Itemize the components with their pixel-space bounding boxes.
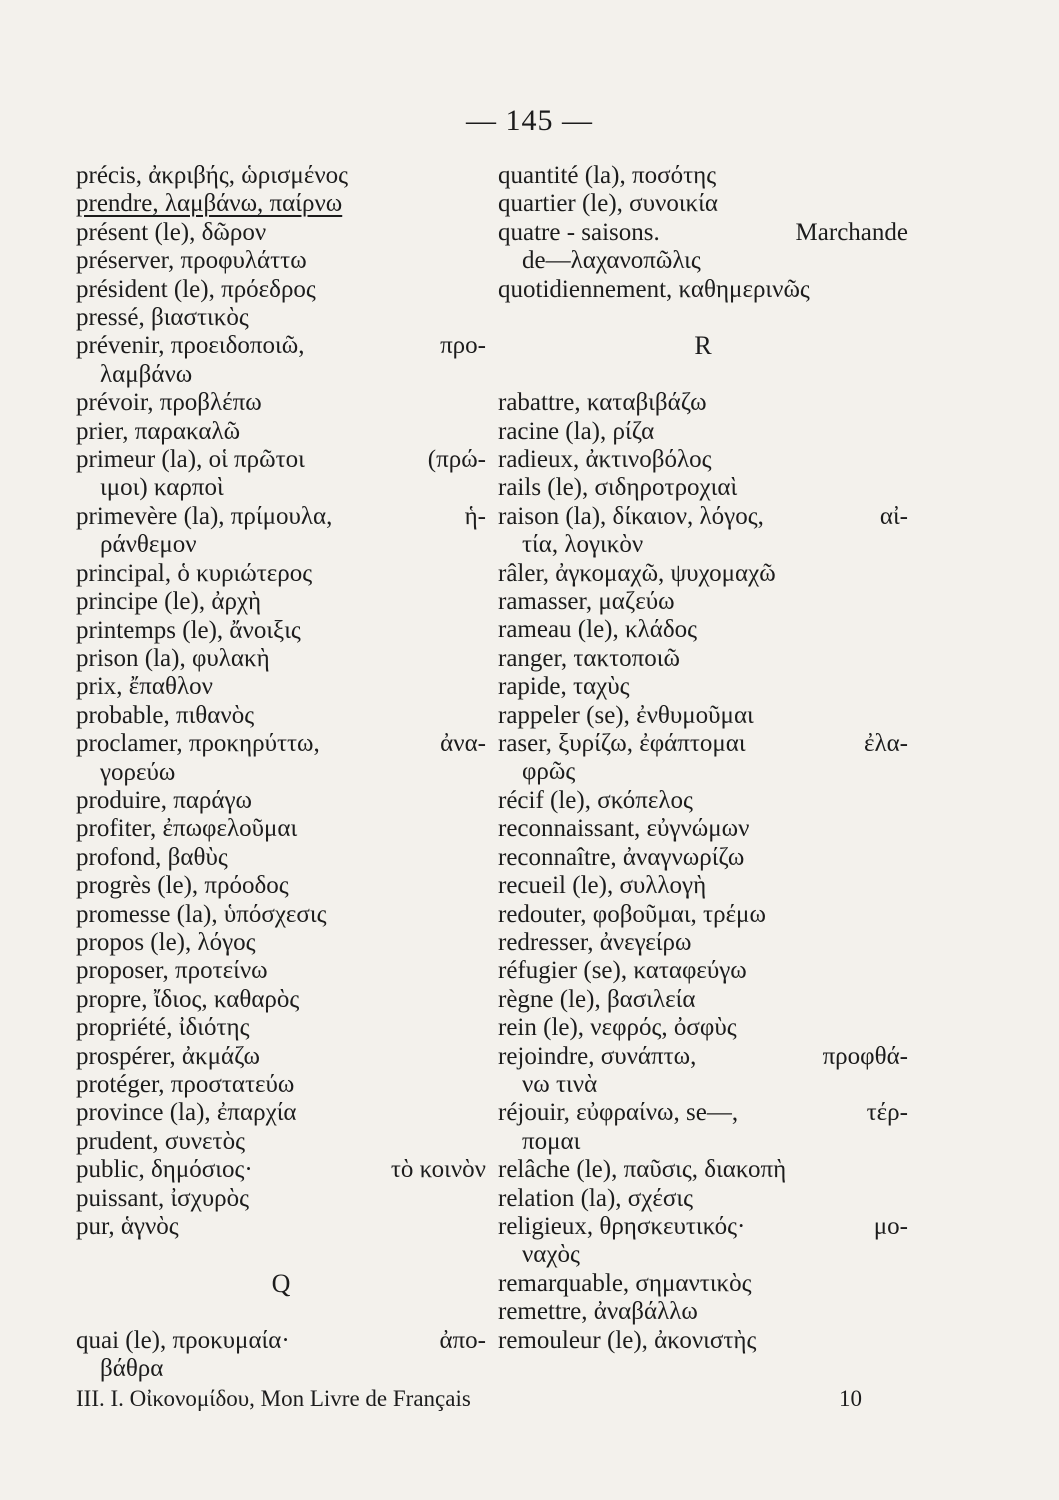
dictionary-entry: [76, 446, 486, 503]
dictionary-entry: [76, 730, 486, 787]
entry-line: [498, 901, 908, 929]
entry-text: principal, ὁ κυριώτερος: [76, 559, 313, 587]
blank-line: [498, 361, 908, 389]
blank-line: [76, 1241, 486, 1269]
page-footer: [76, 1386, 862, 1412]
entry-text-part: προφθά-: [822, 1042, 908, 1070]
entry-line: [76, 332, 486, 360]
dictionary-entry: [498, 844, 908, 872]
entry-line: [76, 929, 486, 957]
entry-text: préserver, προφυλάττω: [76, 247, 307, 275]
dictionary-entry: [498, 560, 908, 588]
dictionary-entry: [76, 1014, 486, 1042]
entry-line: [76, 1043, 486, 1071]
entry-line: [498, 418, 908, 446]
dictionary-entry: [76, 418, 486, 446]
entry-line: [498, 474, 908, 502]
entry-text: règne (le), βασιλεία: [498, 985, 696, 1013]
entry-line: [76, 957, 486, 985]
entry-line: [498, 616, 908, 644]
dictionary-entry: [76, 957, 486, 985]
entry-text: prix, ἔπαθλον: [76, 673, 213, 701]
section-letter-heading: R: [694, 331, 712, 361]
entry-line: [76, 1014, 486, 1042]
entry-text: redouter, φοβοῦμαι, τρέμω: [498, 900, 766, 928]
dictionary-entry: [76, 1156, 486, 1184]
dictionary-entry: [76, 986, 486, 1014]
entry-text: prévoir, προβλέπω: [76, 389, 262, 417]
entry-line: [498, 645, 908, 673]
entry-line: [76, 673, 486, 701]
entry-continuation-line: [76, 361, 486, 389]
entry-line: [76, 446, 486, 474]
entry-line: [76, 730, 486, 758]
entry-line: [498, 446, 908, 474]
entry-text: φρῶς: [522, 758, 576, 786]
entry-text: quantité (la), ποσότης: [498, 162, 717, 189]
entry-text: rameau (le), κλάδος: [498, 616, 697, 644]
entry-text-part: (πρώ-: [427, 446, 486, 474]
dictionary-entry: [498, 418, 908, 446]
entry-text: précis, ἀκριβής, ὡρισμένος: [76, 162, 349, 189]
entry-text: τία, λογικὸν: [522, 531, 644, 559]
entry-text: relâche (le), παῦσις, διακοπὴ: [498, 1156, 787, 1184]
dictionary-entry: [498, 1185, 908, 1213]
entry-line: [498, 276, 908, 304]
dictionary-entry: [498, 673, 908, 701]
dictionary-entry: [498, 1014, 908, 1042]
entry-text: pur, ἁγνὸς: [76, 1213, 179, 1241]
dictionary-entry: [76, 929, 486, 957]
dictionary-entry: [76, 588, 486, 616]
entry-line: [76, 617, 486, 645]
dictionary-entry: [76, 1043, 486, 1071]
entry-line: [498, 1298, 908, 1326]
dictionary-entry: [498, 1043, 908, 1100]
entry-text: ναχὸς: [522, 1241, 580, 1269]
entry-text: probable, πιθανὸς: [76, 701, 255, 729]
entry-text-part: προ-: [440, 332, 486, 360]
entry-text: prison (la), φυλακὴ: [76, 644, 270, 672]
entry-line: [498, 730, 908, 758]
dictionary-entry: [76, 673, 486, 701]
entry-line: [498, 219, 908, 247]
entry-text: présent (le), δῶρον: [76, 218, 267, 246]
dictionary-entry: [76, 872, 486, 900]
entry-text: prier, παρακαλῶ: [76, 417, 241, 445]
entry-text: radieux, ἀκτινοβόλος: [498, 446, 712, 474]
entry-text-part: ἐλα-: [863, 730, 908, 758]
entry-line: [76, 190, 486, 218]
entry-text: prudent, συνετὸς: [76, 1127, 245, 1155]
entry-text-part: prévenir, προειδοποιῶ,: [76, 332, 305, 360]
entry-text-part: ἀπο-: [439, 1326, 486, 1354]
entry-line: [498, 1213, 908, 1241]
dictionary-entry: [498, 901, 908, 929]
entry-text: propre, ἴδιος, καθαρὸς: [76, 985, 300, 1013]
entry-text: λαμβάνω: [100, 360, 193, 388]
dictionary-entry: [76, 1071, 486, 1099]
entry-text: principe (le), ἀρχὴ: [76, 588, 262, 616]
dictionary-entry: [76, 815, 486, 843]
entry-line: [498, 815, 908, 843]
entry-continuation-line: [76, 474, 486, 502]
dictionary-entry: [76, 162, 486, 190]
dictionary-entry: [76, 389, 486, 417]
entry-line: [76, 1213, 486, 1241]
entry-text-part: quai (le), προκυμαία·: [76, 1326, 290, 1354]
entry-line: [76, 560, 486, 588]
page-number: — 145 —: [466, 104, 593, 137]
dictionary-entry: [498, 616, 908, 644]
section-letter-heading: Q: [271, 1268, 291, 1298]
entry-line: [76, 815, 486, 843]
entry-text: rails (le), σιδηροτροχιαὶ: [498, 474, 738, 502]
dictionary-entry: [498, 815, 908, 843]
dictionary-entry: [498, 1156, 908, 1184]
entry-line: [498, 1327, 908, 1355]
entry-text-part: Marchande: [795, 218, 908, 246]
dictionary-entry: [498, 588, 908, 616]
entry-text: νω τινὰ: [522, 1070, 598, 1098]
dictionary-entry: [76, 1213, 486, 1241]
entry-continuation-line: [76, 1355, 486, 1383]
dictionary-entry: [498, 730, 908, 787]
entry-text: pressé, βιαστικὸς: [76, 304, 249, 332]
entry-text: ράνθεμον: [100, 531, 197, 559]
dictionary-entry: [498, 1270, 908, 1298]
entry-line: [498, 588, 908, 616]
entry-text-part: primeur (la), οἱ πρῶτοι: [76, 446, 305, 474]
entry-line: [498, 702, 908, 730]
entry-line: [76, 645, 486, 673]
entry-text-part: rejoindre, συνάπτω,: [498, 1042, 697, 1070]
entry-text: rein (le), νεφρός, ὀσφὺς: [498, 1014, 737, 1042]
entry-line: [498, 1014, 908, 1042]
entry-text-part: raser, ξυρίζω, ἐφάπτομαι: [498, 730, 746, 758]
entry-line: [498, 787, 908, 815]
entry-text: président (le), πρόεδρος: [76, 275, 316, 303]
dictionary-entry: [76, 304, 486, 332]
entry-text: protéger, προστατεύω: [76, 1071, 295, 1098]
footer-book-title: ΙΙΙ. Ι. Οἰκονομίδου, Mon Livre de Français: [76, 1386, 471, 1411]
dictionary-entry: [76, 1185, 486, 1213]
entry-continuation-line: [498, 247, 908, 275]
dictionary-entry: [76, 645, 486, 673]
dictionary-entry: [76, 219, 486, 247]
dictionary-entry: [76, 247, 486, 275]
entry-line: [76, 1185, 486, 1213]
dictionary-entry: [498, 503, 908, 560]
dictionary-entry: [76, 190, 486, 218]
entry-text: de—λαχανοπῶλις: [522, 247, 701, 275]
entry-line: [498, 872, 908, 900]
dictionary-entry: [76, 1327, 486, 1384]
entry-text: propos (le), λόγος: [76, 928, 256, 956]
entry-continuation-line: [76, 531, 486, 559]
dictionary-entry: [498, 986, 908, 1014]
dictionary-entry: [498, 702, 908, 730]
dictionary-entry: [498, 190, 908, 218]
dictionary-entry: [498, 1213, 908, 1270]
entry-line: [76, 503, 486, 531]
entry-line: [498, 190, 908, 218]
entry-line: [76, 1156, 486, 1184]
dictionary-entry: [76, 276, 486, 304]
entry-text: racine (la), ρίζα: [498, 417, 655, 445]
entry-line: [76, 986, 486, 1014]
entry-text: remouleur (le), ἀκονιστὴς: [498, 1326, 757, 1354]
entry-line: [498, 673, 908, 701]
entry-text: réfugier (se), καταφεύγω: [498, 957, 747, 985]
entry-continuation-line: [498, 1071, 908, 1099]
dictionary-entry: [498, 787, 908, 815]
dictionary-entry: [498, 1298, 908, 1326]
entry-line: [498, 844, 908, 872]
dictionary-entry: [498, 1327, 908, 1355]
entry-text: ιμοι) καρποὶ: [100, 474, 224, 502]
entry-line: [76, 247, 486, 275]
entry-line: [76, 588, 486, 616]
entry-text: rabattre, καταβιβάζω: [498, 389, 707, 417]
dictionary-entry: [498, 389, 908, 417]
entry-line: [76, 1128, 486, 1156]
entry-text: profond, βαθὺς: [76, 843, 228, 871]
entry-text: râler, ἀγκομαχῶ, ψυχομαχῶ: [498, 559, 776, 587]
entry-text: rapide, ταχὺς: [498, 673, 630, 701]
entry-text-part: τὸ κοινὸν: [390, 1156, 486, 1184]
dictionary-entry: [76, 901, 486, 929]
entry-text-part: quatre - saisons.: [498, 218, 660, 246]
entry-text: prospérer, ἀκμάζω: [76, 1042, 260, 1070]
entry-text: printemps (le), ἄνοιξις: [76, 616, 301, 644]
entry-text: recueil (le), συλλογὴ: [498, 872, 707, 900]
entry-text: ramasser, μαζεύω: [498, 588, 675, 616]
dictionary-entry: [498, 957, 908, 985]
entry-line: [498, 162, 908, 190]
blank-line: [76, 1298, 486, 1326]
dictionary-entry: [498, 872, 908, 900]
entry-line: [498, 1099, 908, 1127]
entry-text: produire, παράγω: [76, 786, 252, 814]
entry-line: [76, 219, 486, 247]
entry-text-part: ἀνα-: [440, 730, 486, 758]
entry-text: quartier (le), συνοικία: [498, 190, 718, 218]
entry-text: ranger, τακτοποιῶ: [498, 644, 680, 672]
dictionary-entry: [498, 162, 908, 190]
entry-line: [498, 560, 908, 588]
entry-line: [76, 389, 486, 417]
entry-line: [76, 304, 486, 332]
entry-text: propriété, ἰδιότης: [76, 1014, 250, 1042]
dictionary-entry: [76, 560, 486, 588]
entry-text: puissant, ἰσχυρὸς: [76, 1184, 249, 1212]
entry-text-part: public, δημόσιος·: [76, 1156, 253, 1184]
entry-line: [76, 162, 486, 190]
entry-line: [76, 1327, 486, 1355]
entry-continuation-line: [498, 531, 908, 559]
dictionary-entry: [76, 1128, 486, 1156]
dictionary-entry: [76, 503, 486, 560]
entry-text: redresser, ἀνεγείρω: [498, 928, 692, 956]
entry-text: remettre, ἀναβάλλω: [498, 1298, 698, 1326]
entry-text: reconnaître, ἀναγνωρίζω: [498, 843, 745, 871]
entry-text: remarquable, σημαντικὸς: [498, 1269, 752, 1297]
entry-line: [76, 276, 486, 304]
entry-text-part: ἡ-: [464, 502, 486, 530]
entry-text: reconnaissant, εὐγνώμων: [498, 815, 750, 843]
entry-continuation-line: [498, 758, 908, 786]
entry-line: [76, 1071, 486, 1099]
dictionary-entry: [76, 332, 486, 389]
entry-line: [498, 1156, 908, 1184]
entry-text-part: μο-: [873, 1212, 908, 1240]
entry-text: βάθρα: [100, 1355, 164, 1383]
entry-text-part: raison (la), δίκαιον, λόγος,: [498, 502, 764, 530]
entry-line: [498, 957, 908, 985]
dictionary-entry: [76, 617, 486, 645]
entry-line: [498, 986, 908, 1014]
entry-text-part: αἰ-: [879, 502, 908, 530]
entry-line: [76, 872, 486, 900]
entry-line: [498, 1185, 908, 1213]
entry-text: récif (le), σκόπελος: [498, 786, 693, 814]
entry-line: [76, 702, 486, 730]
entry-text-part: primevère (la), πρίμουλα,: [76, 502, 333, 530]
entry-text-part: religieux, θρησκευτικός·: [498, 1212, 746, 1240]
entry-line: [76, 1099, 486, 1127]
dictionary-entry: [498, 219, 908, 276]
entry-continuation-line: [498, 1241, 908, 1269]
footer-sheet-number: 10: [839, 1386, 862, 1411]
entry-text-part: τέρ-: [866, 1099, 908, 1127]
entry-text: quotidiennement, καθημερινῶς: [498, 275, 810, 303]
entry-line: [498, 503, 908, 531]
entry-text: γορεύω: [100, 758, 176, 786]
dictionary-entry: [498, 929, 908, 957]
dictionary-entry: [498, 276, 908, 304]
dictionary-entry: [76, 787, 486, 815]
entry-line: [76, 901, 486, 929]
entry-line: [498, 1043, 908, 1071]
dictionary-entry: [498, 645, 908, 673]
entry-line: [498, 389, 908, 417]
dictionary-entry: [498, 474, 908, 502]
left-column: [76, 162, 486, 1383]
entry-line: [76, 787, 486, 815]
entry-text-part: proclamer, προκηρύττω,: [76, 730, 320, 758]
entry-text: profiter, ἐπωφελοῦμαι: [76, 815, 298, 843]
entry-text: prendre, λαμβάνω, παίρνω: [76, 190, 343, 218]
entry-continuation-line: [76, 759, 486, 787]
dictionary-entry: [498, 1099, 908, 1156]
entry-text: πομαι: [522, 1127, 581, 1155]
dictionary-entry: [76, 1099, 486, 1127]
entry-text-part: réjouir, εὐφραίνω, se—,: [498, 1099, 739, 1127]
dictionary-entry: [76, 702, 486, 730]
entry-line: [76, 844, 486, 872]
right-column: [498, 162, 908, 1355]
entry-text: province (la), ἐπαρχία: [76, 1099, 297, 1127]
entry-text: rappeler (se), ἐνθυμοῦμαι: [498, 701, 754, 729]
entry-text: relation (la), σχέσις: [498, 1184, 693, 1212]
dictionary-entry: [76, 844, 486, 872]
entry-line: [76, 418, 486, 446]
entry-text: proposer, προτείνω: [76, 957, 268, 985]
entry-text: progrès (le), πρόοδος: [76, 872, 289, 900]
dictionary-entry: [498, 446, 908, 474]
entry-line: [498, 1270, 908, 1298]
entry-text: promesse (la), ὑπόσχεσις: [76, 900, 327, 928]
entry-continuation-line: [498, 1128, 908, 1156]
entry-line: [498, 929, 908, 957]
blank-line: [498, 304, 908, 332]
